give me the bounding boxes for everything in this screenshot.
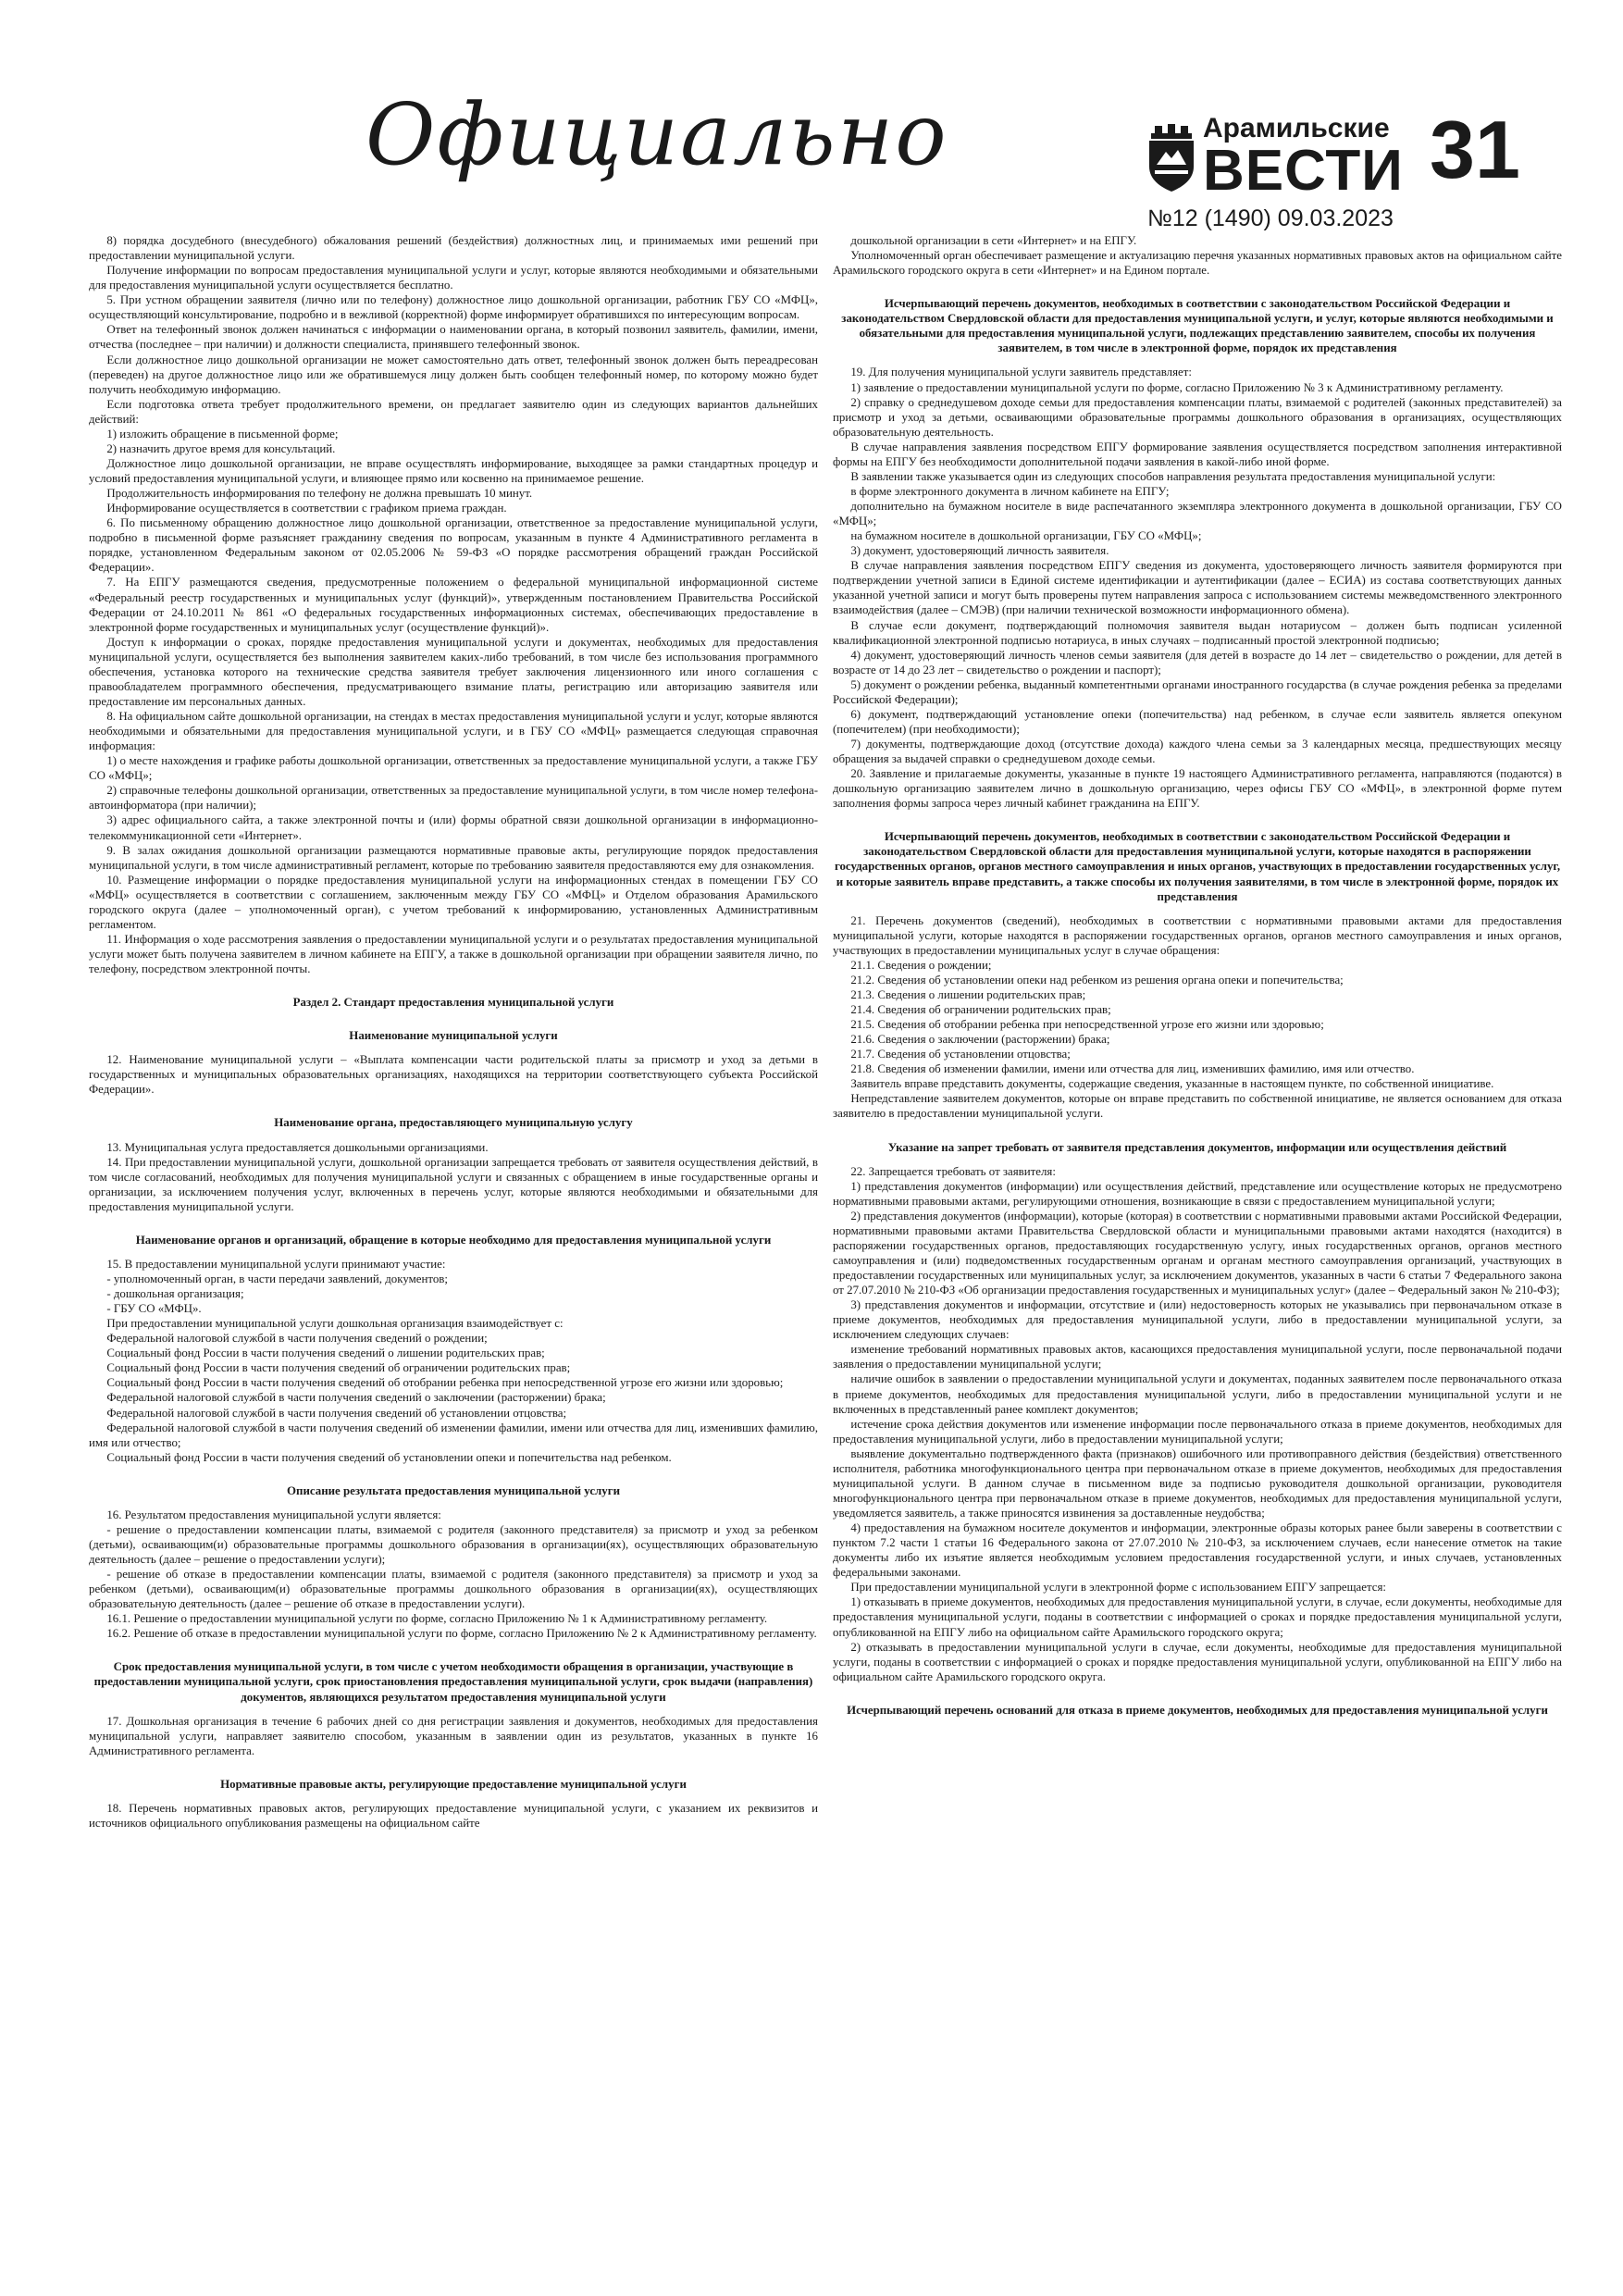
paragraph: Федеральной налоговой службой в части получения сведений об установлении отцовства;	[106, 1406, 567, 1420]
brand-name: ВЕСТИ	[1203, 139, 1404, 203]
paragraph: 21.6. Сведения о заключении (расторжении) брака;	[850, 1033, 1110, 1047]
paragraph: Информирование осуществляется в соответствии с графиком приема граждан.	[106, 502, 507, 515]
paragraph: 1) представления документов (информации) или осуществления действий, представление или осуществление которых не предусмотрено нормативными правовыми актами, регулирующими отношения, возникающие в связи с предоставлением муниципальной услуги;	[833, 1179, 1562, 1208]
paragraph: В заявлении также указывается один из следующих способов направления результата предоставления муниципальной услуги:	[850, 469, 1496, 483]
paragraph: Должностное лицо дошкольной организации, не вправе осуществлять информирование, выходящее за рамки стандартных процедур и условий предоставления муниципальной услуги, и влияющее прямо или косвенно на принимаемое решение.	[89, 456, 818, 485]
paragraph: 13. Муниципальная услуга предоставляется дошкольными организациями.	[106, 1140, 489, 1154]
paragraph: - уполномоченный орган, в части передачи заявлений, документов;	[106, 1272, 448, 1285]
masthead	[0, 0, 1623, 231]
section-heading: Наименование органа, предоставляющего муниципальную услугу	[274, 1116, 633, 1130]
paragraph: Ответ на телефонный звонок должен начинаться с информации о наименовании органа, в который позвонил заявитель, фамилии, имени, отчества (последнее – при наличии) и должности специалиста, принявшего телефонный звонок.	[89, 323, 818, 352]
section-heading: Наименование муниципальной услуги	[349, 1029, 558, 1043]
paragraph: Если подготовка ответа требует продолжительного времени, он предлагает заявителю один из следующих вариантов дальнейших действий:	[89, 397, 818, 426]
paragraph: выявление документально подтвержденного факта (признаков) ошибочного или противоправного действия (бездействия) ответственного исполнителя, работника многофункционального центра при первоначальном отказе в приеме документов, необходимых для предоставления муниципальной услуги. В данном случае в письменном виде за подписью руководителя дошкольной организации, руководителя многофункционального центра при первоначальном отказе в приеме документов, необходимых для предоставления муниципальной услуги, уведомляется заявитель, а также приносятся извинения за доставленные неудобства;	[833, 1446, 1562, 1520]
paragraph: - ГБУ СО «МФЦ».	[106, 1302, 202, 1316]
paragraph: 21.7. Сведения об установлении отцовства;	[850, 1048, 1071, 1061]
paragraph: 6) документ, подтверждающий установление опеки (попечительства) над ребенком, в случае если заявитель является опекуном (попечителем) (при необходимости);	[833, 707, 1562, 736]
section-heading: Исчерпывающий перечень документов, необходимых в соответствии с законодательством Российской Федерации и законодательством Свердловской области для предоставления муниципальной услуги, которые находятся в распоряжении государственных органов, органов местного самоуправления и иных органов, участвующих в предоставлении государственных услуг, и которые заявитель вправе представить, а также способы их получения заявителями, в том числе в электронной форме, порядок их представления	[834, 830, 1561, 903]
paragraph: 12. Наименование муниципальной услуги – «Выплата компенсации части родительской платы за присмотр и уход за детьми в государственных и муниципальных образовательных организациях, находящихся на территории соответствующего субъекта Российской Федерации».	[89, 1053, 818, 1097]
paragraph: 19. Для получения муниципальной услуги заявитель представляет:	[850, 366, 1192, 379]
paragraph: 10. Размещение информации о порядке предоставления муниципальной услуги на информационных стендах в помещении ГБУ СО «МФЦ» осуществляется в соответствии с соглашением, заключенным между ГБУ СО «МФЦ» и Отделом образования Арамильского городского округа (далее – уполномоченный орган), с учетом требований к информированию, установленных Административным регламентом.	[89, 873, 818, 931]
newspaper-logo	[1146, 107, 1423, 203]
paragraph: При предоставлении муниципальной услуги дошкольная организация взаимодействует с:	[106, 1317, 564, 1331]
paragraph: 16.1. Решение о предоставлении муниципальной услуги по форме, согласно Приложению № 1 к Административному регламенту.	[106, 1612, 768, 1626]
paragraph: Если должностное лицо дошкольной организации не может самостоятельно дать ответ, телефонный звонок должен быть переадресован (переведен) на другое должностное лицо или же обратившемуся лицу должен быть сообщен телефонный номер, по которому можно будет получить необходимую информацию.	[89, 353, 818, 396]
paragraph: 21.2. Сведения об установлении опеки над ребенком из решения органа опеки и попечительства;	[850, 973, 1344, 987]
paragraph: дополнительно на бумажном носителе в виде распечатанного экземпляра электронного документа в дошкольной организации, ГБУ СО «МФЦ»;	[833, 500, 1562, 528]
section-heading: Наименование органов и организаций, обращение в которые необходимо для предоставления муниципальной услуги	[135, 1233, 772, 1247]
paragraph: При предоставлении муниципальной услуги в электронной форме с использованием ЕПГУ запрещается:	[850, 1581, 1387, 1595]
paragraph: 15. В предоставлении муниципальной услуги принимают участие:	[106, 1257, 446, 1271]
paragraph: 1) отказывать в приеме документов, необходимых для предоставления муниципальной услуги, в случае, если документы, необходимые для предоставления муниципальной услуги, поданы в соответствии с информацией о сроках и порядке предоставления муниципальной услуги, опубликованной на ЕПГУ либо на официальном сайте Арамильского городского округа;	[833, 1595, 1562, 1639]
section-heading: Раздел 2. Стандарт предоставления муниципальной услуги	[292, 996, 614, 1010]
paragraph: 22. Запрещается требовать от заявителя:	[850, 1164, 1056, 1178]
paragraph: 1) заявление о предоставлении муниципальной услуги по форме, согласно Приложению № 3 к Административному регламенту.	[850, 380, 1504, 394]
paragraph: 7. На ЕПГУ размещаются сведения, предусмотренные положением о федеральной муниципальной информационной системе «Федеральный реестр государственных и муниципальных услуг (функций)», утвержденным постановлением Правительства Российской Федерации от 24.10.2011 № 861 «О федеральных государственных информационных системах, обеспечивающих предоставление в электронной форме государственных и муниципальных услуг (осуществление функций)».	[89, 576, 818, 634]
paragraph: 2) представления документов (информации), которые (которая) в соответствии с нормативными правовыми актами Российской Федерации, нормативными правовыми актами Правительства Свердловской области и муниципальными правовыми актами находятся (находится) в распоряжении государственных органов, предоставляющих государственную услугу, иных государственных органов, органов местного самоуправления и (или) подведомственных государственным органам и органам местного самоуправления организаций, участвующих в предоставлении государственных или муниципальных услуг, за исключением документов, указанных в части 6 статьи 7 Федерального закона от 27.07.2010 № 210-ФЗ «Об организации предоставления государственных и муниципальных услуг» (далее – Федеральный закон № 210-ФЗ);	[833, 1209, 1562, 1297]
paragraph: 21.4. Сведения об ограничении родительских прав;	[850, 1003, 1111, 1016]
section-heading: Нормативные правовые акты, регулирующие предоставление муниципальной услуги	[220, 1777, 687, 1791]
right-text-column	[833, 233, 1562, 1727]
paragraph: 5) документ о рождении ребенка, выданный компетентными органами иностранного государства (в случае рождения ребенка за пределами Российской Федерации);	[833, 677, 1562, 706]
paragraph: Федеральной налоговой службой в части получения сведений о рождении;	[106, 1332, 488, 1346]
paragraph: 5. При устном обращении заявителя (лично или по телефону) должностное лицо дошкольной организации, работник ГБУ СО «МФЦ», осуществляющий консультирование, подробно и в вежливой (корректной) форме информирует обратившихся по интересующим вопросам.	[89, 293, 818, 322]
paragraph: Доступ к информации о сроках, порядке предоставления муниципальной услуги и документах, необходимых для предоставления муниципальной услуги, осуществляется без выполнения заявителем каких-либо требований, в том числе без использования программного обеспечения, установка которого на технические средства заявителя требует заключения лицензионного или иного соглашения с правообладателем программного обеспечения, предусматривающего взимание платы, регистрацию или авторизацию заявителя или предоставление им персональных данных.	[89, 635, 818, 708]
page-number: 31	[1430, 104, 1520, 195]
section-heading: Срок предоставления муниципальной услуги, в том числе с учетом необходимости обращения в организации, участвующие в предоставлении муниципальной услуги, срок приостановления предоставления муниципальной услуги, срок выдачи (направления) документов, являющихся результатом предоставления муниципальной услуги	[93, 1660, 813, 1704]
paragraph: 11. Информация о ходе рассмотрения заявления о предоставлении муниципальной услуги и о результатах предоставления муниципальной услуги может быть получена заявителем в личном кабинете на ЕПГУ, а также в дошкольной организации при обращении заявителя лично, по телефону, посредством электронной почты.	[89, 932, 818, 976]
section-heading: Описание результата предоставления муниципальной услуги	[286, 1483, 621, 1497]
paragraph: - дошкольная организация;	[106, 1287, 244, 1300]
paragraph: 21.8. Сведения об изменении фамилии, имени или отчества для лиц, изменивших фамилию, имя или отчество.	[850, 1062, 1415, 1076]
paragraph: на бумажном носителе в дошкольной организации, ГБУ СО «МФЦ»;	[850, 529, 1202, 543]
paragraph: Продолжительность информирования по телефону не должна превышать 10 минут.	[106, 487, 533, 501]
paragraph: Федеральной налоговой службой в части получения сведений об изменении фамилии, имени или отчества для лиц, изменивших фамилию, имя или отчество;	[89, 1421, 818, 1449]
section-heading: Указание на запрет требовать от заявителя представления документов, информации или осуществления действий	[887, 1140, 1507, 1154]
paragraph: 2) назначить другое время для консультаций.	[106, 441, 336, 455]
paragraph: Социальный фонд России в части получения сведений об отобрании ребенка при непосредственной угрозе его жизни или здоровью;	[106, 1376, 784, 1390]
paragraph: 2) отказывать в предоставлении муниципальной услуги в случае, если документы, необходимые для предоставления муниципальной услуги, поданы в соответствии с информацией о сроках и порядке предоставления муниципальной услуги, опубликованной на ЕПГУ либо на официальном сайте Арамильского городского округа.	[833, 1640, 1562, 1683]
paragraph: 3) представления документов и информации, отсутствие и (или) недостоверность которых не указывались при первоначальном отказе в приеме документов, необходимых для предоставления муниципальной услуги, либо в предоставлении муниципальной услуги, за исключением следующих случаев:	[833, 1298, 1562, 1342]
paragraph: 16. Результатом предоставления муниципальной услуги является:	[106, 1508, 441, 1521]
paragraph: 6. По письменному обращению должностное лицо дошкольной организации, ответственное за предоставление муниципальной услуги, подробно в письменной форме разъясняет гражданину сведения по вопросам, указанным в пункте 4 Административного регламента в порядке, установленном Федеральным законом от 02.05.2006 № 59-ФЗ «О порядке рассмотрения обращений граждан Российской Федерации».	[89, 516, 818, 575]
paragraph: 8) порядка досудебного (внесудебного) обжалования решений (бездействия) должностных лиц, и принимаемых ими решений при предоставлении муниципальной услуги.	[89, 234, 818, 263]
paragraph: - решение о предоставлении компенсации платы, взимаемой с родителя (законного представителя) за присмотр и уход за ребенком (детьми), осваивающим(и) образовательные программы дошкольного образования в организации(ях), осуществляющих образовательную деятельность (далее – решение о предоставлении услуги);	[89, 1522, 818, 1566]
paragraph: 4) документ, удостоверяющий личность членов семьи заявителя (для детей в возрасте до 14 лет – свидетельство о рождении, для детей в возрасте от 14 до 23 лет – свидетельство о рождении и паспорт);	[833, 648, 1562, 676]
paragraph: 3) адрес официального сайта, а также электронной почты и (или) формы обратной связи дошкольной организации в информационно-телекоммуникационной сети «Интернет».	[89, 813, 818, 842]
section-heading: Исчерпывающий перечень оснований для отказа в приеме документов, необходимых для предоставления муниципальной услуги	[847, 1703, 1548, 1717]
paragraph: 2) справку о среднедушевом доходе семьи для предоставления компенсации платы, взимаемой с родителей (законных представителей) за присмотр и уход за детьми, осваивающими образовательные программы дошкольного образования в организациях, осуществляющих образовательную деятельность.	[833, 395, 1562, 439]
paragraph: 17. Дошкольная организация в течение 6 рабочих дней со дня регистрации заявления и документов, необходимых для предоставления муниципальной услуги, направляет заявителю способом, указанным в заявлении один из результатов, указанных в пункте 16 Административного регламента.	[89, 1714, 818, 1757]
paragraph: изменение требований нормативных правовых актов, касающихся предоставления муниципальной услуги, после первоначальной подачи заявления о предоставлении муниципальной услуги;	[833, 1343, 1562, 1371]
paragraph: 21.5. Сведения об отобрании ребенка при непосредственной угрозе его жизни или здоровью;	[850, 1018, 1324, 1032]
brand-top-text: Арамильские	[1203, 113, 1390, 143]
paragraph: В случае направления заявления посредством ЕПГУ сведения из документа, удостоверяющего личность заявителя формируются при подтверждении учетной записи в Единой системе идентификации и аутентификации (далее – ЕСИА) из состава соответствующих данных указанной учетной записи и могут быть проверены путем направления запроса с использованием системы межведомственного электронного взаимодействия (далее – СМЭВ) (при наличии технической возможности информационного обмена).	[833, 559, 1562, 617]
paragraph: 9. В залах ожидания дошкольной организации размещаются нормативные правовые акты, регулирующие порядок предоставления муниципальной услуги, в том числе административный регламент, которые по требованию заявителя предоставляются ему для ознакомления.	[89, 843, 818, 872]
paragraph: 7) документы, подтверждающие доход (отсутствие дохода) каждого члена семьи за 3 календарных месяца, предшествующих месяцу обращения за выдачей справки о среднедушевом доходе семьи.	[833, 738, 1562, 766]
paragraph: - решение об отказе в предоставлении компенсации платы, взимаемой с родителя (законного представителя) за присмотр и уход за ребенком (детьми), осваивающим(и) образовательные программы дошкольного образования в организации(ях), осуществляющих образовательную деятельность (далее – решение об отказе в предоставлении услуги).	[89, 1568, 818, 1611]
paragraph: Социальный фонд России в части получения сведений об ограничении родительских прав;	[106, 1361, 571, 1375]
paragraph: дошкольной организации в сети «Интернет» и на ЕПГУ.	[850, 234, 1137, 247]
paragraph: 21. Перечень документов (сведений), необходимых в соответствии с нормативными правовыми актами для предоставления муниципальной услуги, которые находятся в распоряжении государственных органов, органов местного самоуправления и иных органов, участвующих в предоставлении муниципальных услуг в случае обращения:	[833, 913, 1562, 957]
paragraph: В случае если документ, подтверждающий полномочия заявителя выдан нотариусом – должен быть подписан усиленной квалификационной электронной подписью нотариуса, в иных случаях – подписанный простой электронной подписью;	[833, 618, 1562, 647]
paragraph: Социальный фонд России в части получения сведений об установлении опеки и попечительства над ребенком.	[106, 1450, 672, 1464]
paragraph: 14. При предоставлении муниципальной услуги, дошкольной организации запрещается требовать от заявителя осуществления действий, в том числе согласований, необходимых для получения муниципальной услуги и связанных с обращением в иные государственные органы и организации, за исключением получения услуг, включенных в перечень услуг, которые являются необходимыми и обязательными для предоставления муниципальной услуги.	[89, 1155, 818, 1213]
coat-of-arms-icon	[1146, 124, 1197, 192]
section-heading: Исчерпывающий перечень документов, необходимых в соответствии с законодательством Российской Федерации и законодательством Свердловской области для предоставления муниципальной услуги, и услуг, которые являются необходимыми и обязательными для предоставления муниципальной услуги, подлежащих представлению заявителем, способы их получения заявителем, в том числе в электронной форме, порядок их представления	[841, 297, 1554, 355]
paragraph: Заявитель вправе представить документы, содержащие сведения, указанные в настоящем пункте, по собственной инициативе.	[850, 1077, 1494, 1091]
paragraph: 16.2. Решение об отказе в предоставлении муниципальной услуги по форме, согласно Приложению № 2 к Административному регламенту.	[106, 1627, 817, 1641]
paragraph: В случае направления заявления посредством ЕПГУ формирование заявления осуществляется посредством заполнения интерактивной формы на ЕПГУ без необходимости дополнительной подачи заявления в какой-либо иной форме.	[833, 440, 1562, 468]
paragraph: 21.3. Сведения о лишении родительских прав;	[850, 987, 1086, 1001]
paragraph: 20. Заявление и прилагаемые документы, указанные в пункте 19 настоящего Административного регламента, направляются (подаются) в дошкольную организацию заявителем лично в дошкольную организацию, через офисы ГБУ СО «МФЦ», в электронной форме путем заполнения формы запроса через личный кабинет гражданина на ЕПГУ.	[833, 767, 1562, 811]
paragraph: 3) документ, удостоверяющий личность заявителя.	[850, 544, 1109, 558]
section-title: Официально	[365, 85, 948, 184]
paragraph: 18. Перечень нормативных правовых актов, регулирующих предоставление муниципальной услуги, с указанием их реквизитов и источников официального опубликования размещены на официальном сайте	[89, 1801, 818, 1830]
paragraph: Получение информации по вопросам предоставления муниципальной услуги и услуг, которые являются необходимыми и обязательными для предоставления муниципальной услуги осуществляется бесплатно.	[89, 264, 818, 292]
issue-number-date: №12 (1490) 09.03.2023	[1147, 205, 1394, 231]
paragraph: Непредставление заявителем документов, которые он вправе представить по собственной инициативе, не является основанием для отказа заявителю в предоставлении муниципальной услуги.	[833, 1092, 1562, 1121]
paragraph: Федеральной налоговой службой в части получения сведений о заключении (расторжении) брака;	[106, 1391, 606, 1405]
paragraph: 1) о месте нахождения и графике работы дошкольной организации, ответственных за предоставление муниципальной услуги, а также ГБУ СО «МФЦ»;	[89, 754, 818, 783]
paragraph: 8. На официальном сайте дошкольной организации, на стендах в местах предоставления муниципальной услуги и услуг, которые являются необходимыми и обязательными для предоставления муниципальной услуги, и в ГБУ СО «МФЦ» размещается следующая справочная информация:	[89, 710, 818, 753]
paragraph: наличие ошибок в заявлении о предоставлении муниципальной услуги и документах, поданных заявителем после первоначального отказа в приеме документов, необходимых для предоставления муниципальной услуги, либо в предоставлении муниципальной услуги и не включенных в представленный ранее комплект документов;	[833, 1372, 1562, 1416]
paragraph: 4) предоставления на бумажном носителе документов и информации, электронные образы которых ранее были заверены в соответствии с пунктом 7.2 части 1 статьи 16 Федерального закона от 27.07.2010 № 210-ФЗ, за исключением случаев, если нанесение отметок на такие документы либо их изъятие является необходимым условием предоставления государственной услуги, и иных случаев, установленных федеральными законами.	[833, 1521, 1562, 1580]
paragraph: 21.1. Сведения о рождении;	[850, 958, 992, 972]
paragraph: истечение срока действия документов или изменение информации после первоначального отказа в приеме документов, необходимых для предоставления муниципальной услуги, либо в предоставлении муниципальной услуги;	[833, 1417, 1562, 1446]
left-text-column	[89, 233, 818, 1831]
paragraph: 1) изложить обращение в письменной форме;	[106, 427, 339, 441]
paragraph: Уполномоченный орган обеспечивает размещение и актуализацию перечня указанных нормативных правовых актов на официальном сайте Арамильского городского округа в сети «Интернет» и на Едином портале.	[833, 249, 1562, 278]
paragraph: 2) справочные телефоны дошкольной организации, ответственных за предоставление муниципальной услуги, в том числе номер телефона-автоинформатора (при наличии);	[89, 784, 818, 813]
paragraph: Социальный фонд России в части получения сведений о лишении родительских прав;	[106, 1347, 545, 1360]
paragraph: в форме электронного документа в личном кабинете на ЕПГУ;	[850, 484, 1170, 498]
